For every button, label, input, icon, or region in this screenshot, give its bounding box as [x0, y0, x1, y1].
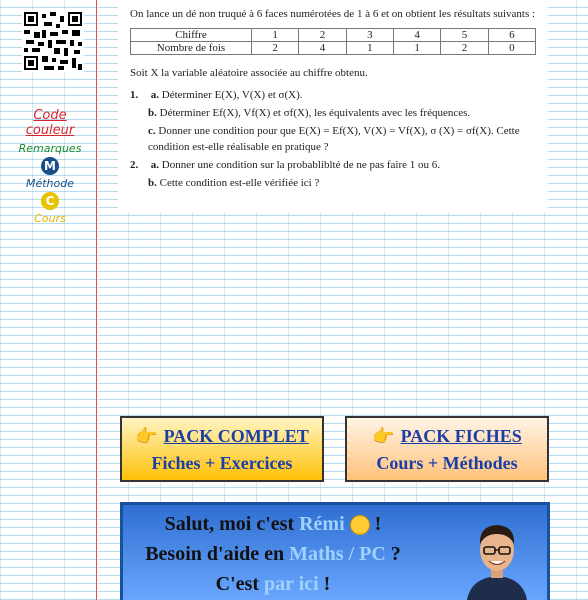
- legend-remarques: Remarques: [18, 142, 82, 155]
- table-cell: 6: [488, 29, 535, 42]
- question-text: Déterminer Ef(X), Vf(X) et σf(X), les équivalents avec les fréquences.: [159, 107, 471, 119]
- pack-complet-button[interactable]: [120, 416, 324, 482]
- question-1c: [130, 123, 536, 155]
- pack-complet-title[interactable]: PACK COMPLET: [163, 426, 309, 446]
- promo-line-2: [123, 543, 423, 566]
- promo-line-1: [123, 513, 423, 536]
- pack-fiches-title[interactable]: PACK FICHES: [400, 426, 522, 446]
- question-text: Cette condition est-elle vérifiée ici ?: [159, 177, 320, 189]
- results-table: [130, 28, 536, 55]
- promo-text: Salut, moi c'est: [164, 513, 295, 535]
- pack-fiches-button[interactable]: [345, 416, 549, 482]
- table-cell: 1: [393, 42, 440, 55]
- pack-fiches-subtitle[interactable]: Cours + Méthodes: [376, 453, 518, 473]
- question-2a: [130, 157, 536, 173]
- question-letter: c.: [148, 125, 156, 137]
- promo-name: Rémi: [299, 513, 345, 535]
- table-header-label: Chiffre: [131, 29, 252, 42]
- question-number: 2.: [130, 159, 139, 171]
- question-text: Déterminer E(X), V(X) et σ(X).: [161, 89, 303, 101]
- question-letter: a.: [150, 159, 159, 171]
- table-cell: 2: [299, 29, 346, 42]
- question-letter: b.: [148, 107, 157, 119]
- avatar: [461, 512, 533, 600]
- table-cell: 4: [299, 42, 346, 55]
- promo-link[interactable]: par ici: [264, 573, 319, 595]
- question-1a: [130, 87, 536, 103]
- exercise-intro: On lance un dé non truqué à 6 faces numérotées de 1 à 6 et on obtient les résultats suivants :: [130, 8, 536, 20]
- table-cell: 0: [488, 42, 535, 55]
- question-text: Donner une condition pour que E(X) = Ef(X), V(X) = Vf(X), σ (X) = σf(X). Cette condition est-elle réalisable en pratique ?: [148, 125, 520, 153]
- exercise-document: [118, 0, 548, 212]
- promo-subject: Maths / PC: [289, 543, 386, 565]
- smiley-icon: [350, 515, 370, 535]
- margin-line: [96, 0, 97, 600]
- table-cell: 1: [252, 29, 299, 42]
- pack-complet-subtitle[interactable]: Fiches + Exercices: [151, 453, 293, 473]
- legend-title: Code couleur: [25, 108, 75, 138]
- cours-badge-icon: C: [41, 192, 59, 210]
- color-code-legend: [8, 108, 92, 225]
- promo-text: Besoin d'aide en: [145, 543, 285, 565]
- table-cell: 3: [346, 29, 393, 42]
- legend-methode: Méthode: [25, 177, 75, 190]
- promo-text: !: [374, 513, 382, 535]
- promo-text: !: [323, 573, 331, 595]
- variable-text: Soit X la variable aléatoire associée au chiffre obtenu.: [130, 67, 368, 79]
- promo-text: ?: [390, 543, 401, 565]
- table-cell: 4: [393, 29, 440, 42]
- qr-code-icon[interactable]: [22, 10, 84, 72]
- question-number: 1.: [130, 89, 139, 101]
- question-2b: [130, 175, 536, 191]
- table-cell: 5: [441, 29, 488, 42]
- question-1b: [130, 105, 536, 121]
- question-letter: b.: [148, 177, 157, 189]
- table-cell: 2: [252, 42, 299, 55]
- table-cell: 2: [441, 42, 488, 55]
- table-cell: 1: [346, 42, 393, 55]
- question-letter: a.: [150, 89, 159, 101]
- promo-line-3: [123, 573, 423, 596]
- table-row: [131, 29, 536, 42]
- pointing-hand-icon: 👉: [372, 426, 395, 446]
- question-text: Donner une condition sur la probabliblté de ne pas faire 1 ou 6.: [161, 159, 441, 171]
- table-row: [131, 42, 536, 55]
- pointing-hand-icon: 👉: [135, 426, 158, 446]
- table-row-label: Nombre de fois: [131, 42, 252, 55]
- legend-cours: Cours: [34, 212, 66, 225]
- promo-text: C'est: [215, 573, 259, 595]
- promo-banner[interactable]: [120, 502, 550, 600]
- methode-badge-icon: M: [41, 157, 59, 175]
